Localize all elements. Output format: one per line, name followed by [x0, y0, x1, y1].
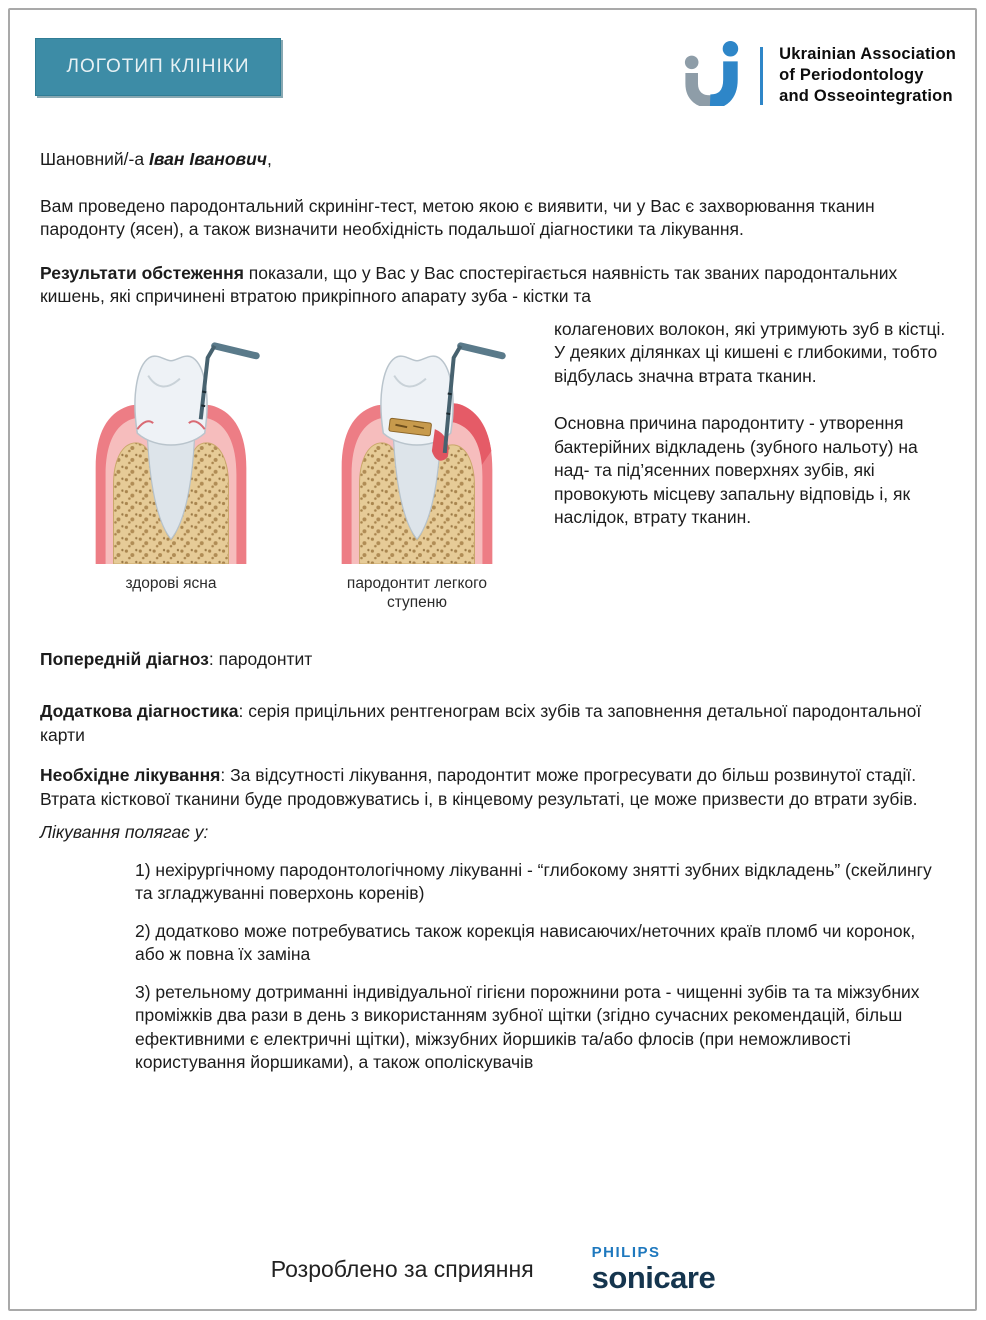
- footer-credit: Розроблено за сприяння: [270, 1255, 534, 1282]
- figure-row: [40, 318, 946, 612]
- figure-caption-healthy: здорові ясна: [125, 574, 217, 592]
- association-name-line2: of Periodontology: [779, 66, 924, 84]
- association-name-line1: Ukrainian Association: [779, 45, 956, 63]
- results-label: Результати обстеження: [40, 262, 244, 283]
- figure-caption-periodontitis: пародонтит легкого ступеню: [346, 574, 488, 611]
- greeting-prefix: Шановний/-а: [40, 149, 149, 169]
- footer: [0, 1238, 986, 1300]
- greeting-suffix: ,: [267, 149, 272, 169]
- association-name: [779, 44, 956, 107]
- philips-sonicare-logo: [592, 1245, 716, 1293]
- results-text: показали, що у Вас у Вас спостерігається наявність так званих пародонтальних кишень, які спричинені втратою прикріпного апарату зуба - кістки та: [40, 262, 898, 306]
- treatment-intro: Лікування полягає у:: [40, 822, 209, 842]
- results-continuation: [548, 318, 946, 612]
- philips-wordmark: PHILIPS: [591, 1244, 661, 1261]
- results-paragraph: [40, 262, 946, 309]
- results-continuation-3: Основна причина пародонтиту - утворення бактерійних відкладень (зубного нальоту) на над- та під’ясенних поверхнях зубів, які провокують місцеву запальну відповідь і, як наслідок, втрату тканин.: [554, 413, 918, 527]
- treatment-text: : За відсутності лікування, пародонтит може прогресувати до більш розвинутої стадії. Втрата кісткової тканини буде продовжуватись і, в кінцевому результаті, це може призвести до втрати зубів.: [40, 765, 918, 809]
- additional-diagnostics-text: : серія прицільних рентгенограм всіх зубів та заповнення детальної пародонтальної карти: [40, 701, 922, 745]
- results-continuation-1: колагенових волокон, які утримують зуб в кістці.: [554, 318, 946, 339]
- treatment-label: Необхідне лікування: [40, 765, 221, 785]
- letter-body: [40, 148, 946, 1075]
- additional-diagnostics-label: Додаткова діагностика: [40, 701, 239, 721]
- association-name-line3: and Osseointegration: [779, 87, 953, 105]
- patient-name: Іван Іванович: [148, 149, 267, 169]
- header: [35, 38, 956, 114]
- treatment-item-3: 3) ретельному дотриманні індивідуальної гігієни порожнини рота - чищенні зубів та та міжзубних проміжків два рази в день з використанням зубної щітки (згідно сучасних рекомендацій, більш ефективними є електричні щітки), міжзубних йоршиків та/або флосів (при неможливості користування йоршиками), а також ополіскувачів: [135, 981, 920, 1072]
- results-continuation-2: У деяких ділянках ці кишені є глибокими, тобто відбулась значна втрата тканин.: [554, 342, 938, 386]
- sonicare-wordmark: sonicare: [591, 1260, 716, 1295]
- healthy-tooth-icon: [75, 334, 267, 564]
- treatment-item-1: 1) нехірургічному пародонтологічному лікуванні - “глибокому знятті зубних відкладень” (скейлингу та згладжуванні поверхонь коренів): [135, 859, 932, 903]
- diagnosis-label: Попередній діагноз: [40, 648, 209, 669]
- tooth-figures: [40, 318, 548, 612]
- treatment-paragraph: [40, 764, 946, 811]
- figure-healthy-gums: [75, 334, 267, 612]
- diagnosis-text: : пародонтит: [208, 648, 313, 669]
- treatment-item-2: 2) додатково може потребуватись також корекція нависаючих/неточних країв пломб чи коронок, або ж повна їх заміна: [135, 920, 916, 964]
- association-mark-icon: [682, 40, 744, 111]
- greeting: [40, 148, 946, 172]
- periodontitis-tooth-icon: [321, 334, 513, 564]
- figure-mild-periodontitis: [321, 334, 513, 612]
- diagnosis-paragraph: [40, 648, 946, 672]
- treatment-list: [40, 859, 946, 1075]
- additional-diagnostics-paragraph: [40, 700, 946, 747]
- association-divider: [760, 47, 763, 105]
- association-logo: [682, 38, 956, 111]
- clinic-logo-label: ЛОГОТИП КЛІНІКИ: [66, 56, 250, 77]
- clinic-logo-box: [35, 38, 281, 96]
- intro-paragraph: Вам проведено пародонтальний скринінг-тест, метою якою є виявити, чи у Вас є захворювання тканин пародонту (ясен), а також визначити необхідність подальшої діагностики та лікування.: [40, 195, 875, 239]
